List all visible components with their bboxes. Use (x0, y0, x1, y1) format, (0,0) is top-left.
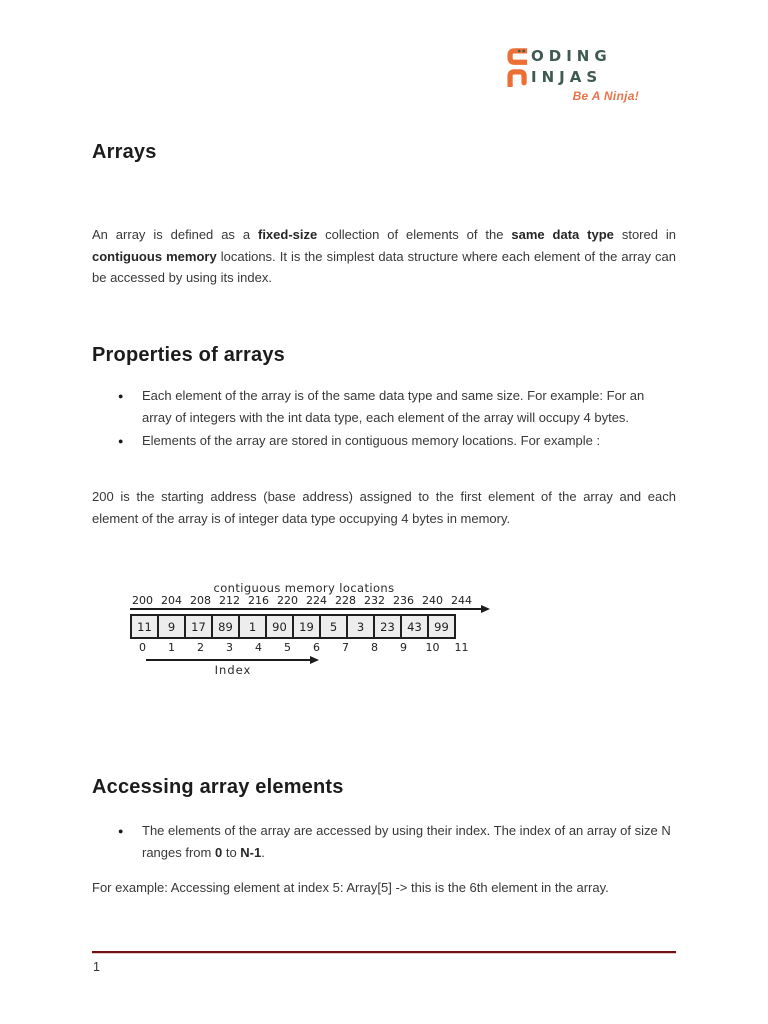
memory-address-label: 244 (451, 594, 472, 607)
properties-bullet-list (92, 385, 676, 454)
array-index-label: 11 (454, 641, 469, 654)
section-heading-properties: Properties of arrays (92, 344, 285, 366)
array-value-cell: 9 (157, 614, 186, 639)
array-value-cell: 23 (373, 614, 402, 639)
array-value-cell: 17 (184, 614, 213, 639)
array-value-cell: 11 (130, 614, 159, 639)
footer-divider (92, 951, 676, 954)
memory-address-label: 232 (364, 594, 385, 607)
cells-row (130, 614, 456, 639)
array-value-cell: 3 (346, 614, 375, 639)
memory-address-label: 236 (393, 594, 414, 607)
array-value-cell: 19 (292, 614, 321, 639)
array-index-label: 7 (342, 641, 349, 654)
logo-word-ninjas (507, 67, 639, 87)
logo-text-injas: INJAS (531, 68, 603, 86)
memory-address-label: 228 (335, 594, 356, 607)
index-axis-label: Index (214, 663, 252, 677)
memory-address-label: 224 (306, 594, 327, 607)
memory-address-label: 200 (132, 594, 153, 607)
diagram-title: contiguous memory locations (213, 581, 395, 595)
array-index-label: 8 (371, 641, 378, 654)
memory-address-label: 204 (161, 594, 182, 607)
intro-paragraph: An array is defined as a fixed-size collection of elements of the same data type stored in contiguous memory locations. It is the simplest data structure where each element of the array can be accessed by using its index. (92, 227, 676, 285)
index-axis-arrow (146, 659, 311, 661)
memory-address-label: 240 (422, 594, 443, 607)
array-value-cell: 1 (238, 614, 267, 639)
page-number: 1 (93, 960, 100, 974)
example-paragraph: For example: Accessing element at index 5: Array[5] -> this is the 6th element in the array. (92, 880, 609, 895)
list-item: ● Elements of the array are stored in contiguous memory locations. For example : (92, 430, 676, 452)
coding-ninjas-c-icon (507, 47, 528, 66)
array-value-cell: 99 (427, 614, 456, 639)
accessing-bullet-list (92, 820, 676, 865)
array-value-cell: 89 (211, 614, 240, 639)
coding-ninjas-logo (507, 46, 639, 103)
memory-address-label: 212 (219, 594, 240, 607)
memory-address-label: 216 (248, 594, 269, 607)
memory-diagram (128, 581, 494, 676)
array-index-label: 6 (313, 641, 320, 654)
array-value-cell: 43 (400, 614, 429, 639)
memory-address-label: 208 (190, 594, 211, 607)
address-axis-arrow (130, 608, 482, 610)
array-index-label: 0 (139, 641, 146, 654)
array-index-label: 3 (226, 641, 233, 654)
array-value-cell: 90 (265, 614, 294, 639)
index-row (128, 641, 476, 654)
array-index-label: 1 (168, 641, 175, 654)
section-heading-accessing: Accessing array elements (92, 776, 344, 798)
array-index-label: 2 (197, 641, 204, 654)
array-index-label: 5 (284, 641, 291, 654)
base-address-note: 200 is the starting address (base address) assigned to the first element of the array and each element of the array is of integer data type occupying 4 bytes in memory. (92, 489, 676, 526)
address-row (128, 594, 476, 607)
memory-address-label: 220 (277, 594, 298, 607)
list-item: ● Each element of the array is of the same data type and same size. For example: For an array of integers with the int data type, each element of the array will occupy 4 bytes. (92, 385, 676, 428)
coding-ninjas-n-icon (507, 68, 528, 87)
array-value-cell: 5 (319, 614, 348, 639)
array-index-label: 10 (425, 641, 440, 654)
logo-tagline: Be A Ninja! (572, 89, 639, 103)
list-item: ● The elements of the array are accessed by using their index. The index of an array of size N ranges from 0 to N-1. (92, 820, 676, 863)
logo-word-coding (507, 46, 639, 66)
page-title: Arrays (92, 141, 157, 163)
logo-text-oding: ODING (531, 47, 612, 65)
array-index-label: 9 (400, 641, 407, 654)
array-index-label: 4 (255, 641, 262, 654)
